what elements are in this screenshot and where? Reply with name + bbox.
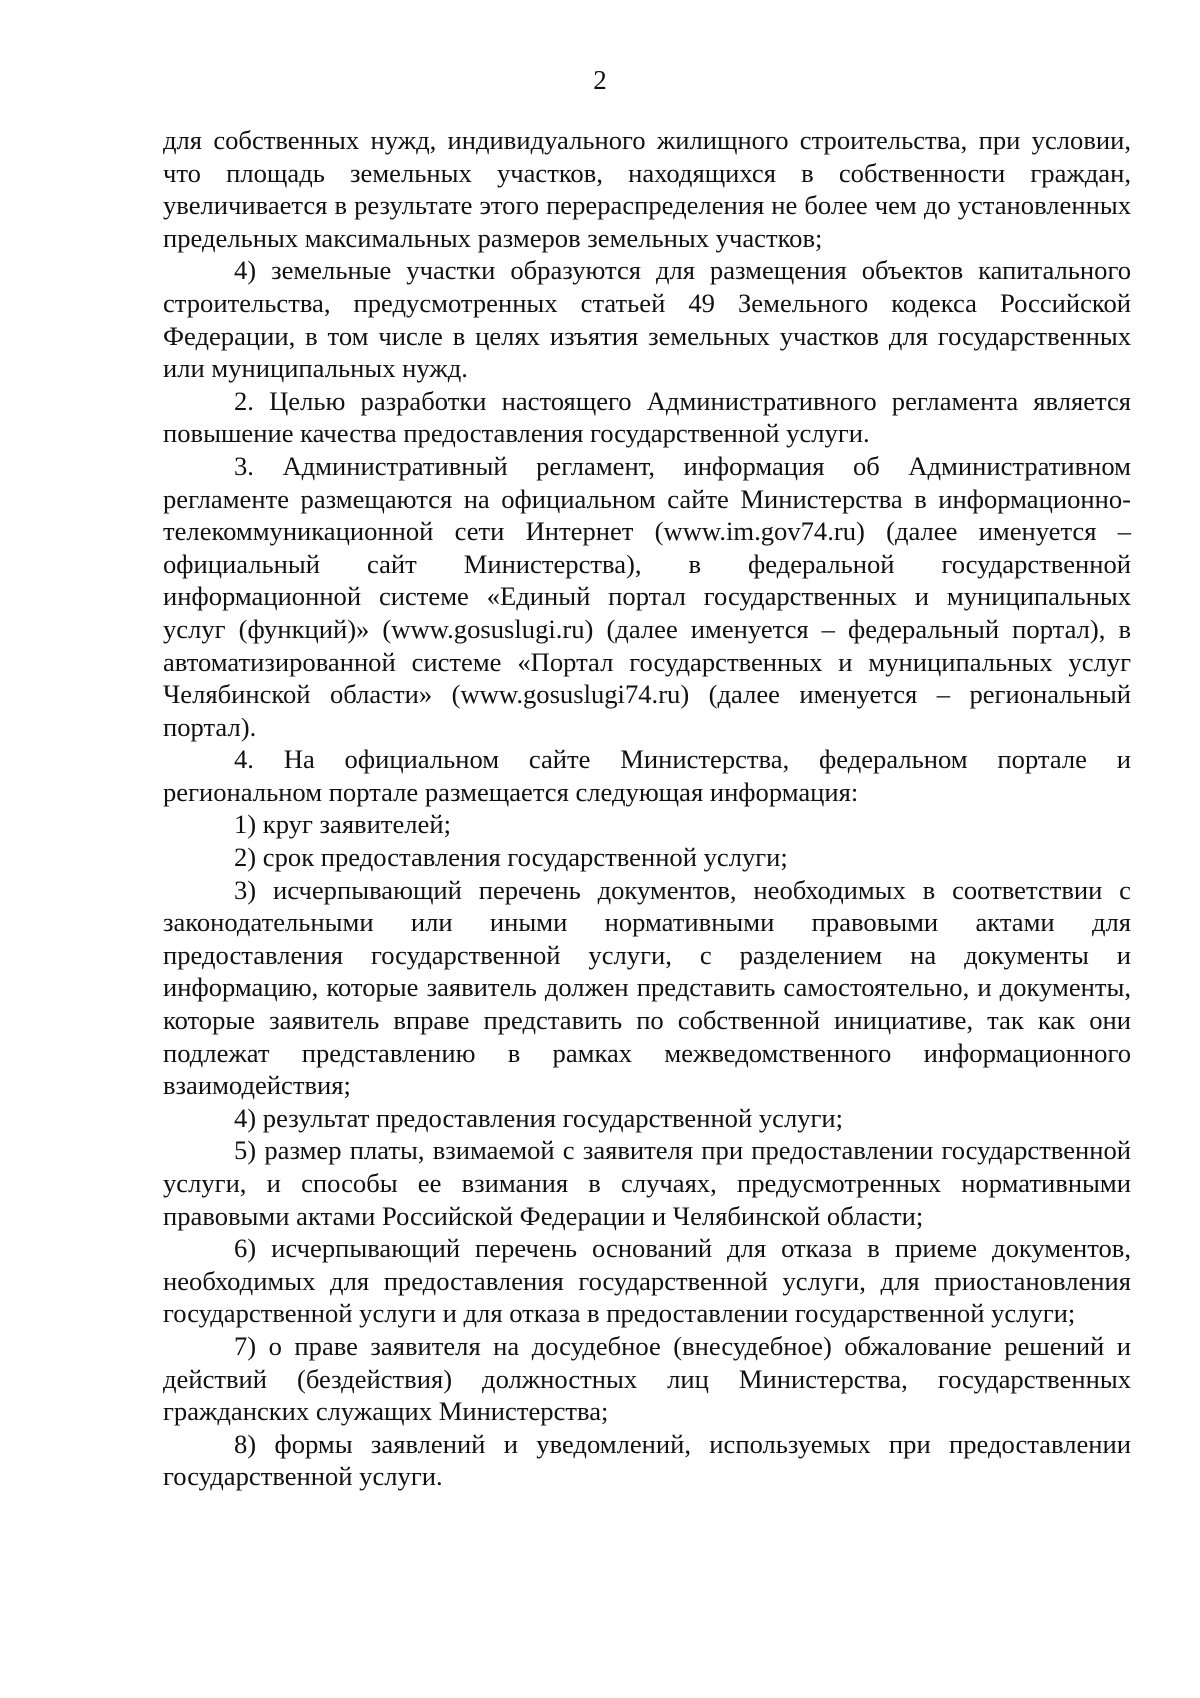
paragraph-item-4: 4) земельные участки образуются для размещения объектов капитального строительства, предусмотренных статьей 49 Земельного кодекса Российской Федерации, в том числе в целях изъятия земельных участков для государственных или муниципальных нужд.: [163, 255, 1131, 384]
paragraph-section-2: 2. Целью разработки настоящего Административного регламента является повышение качества предоставления государственной услуги.: [163, 385, 1131, 449]
list-item-2: 2) срок предоставления государственной услуги;: [234, 842, 788, 873]
list-item-5: 5) размер платы, взимаемой с заявителя при предоставлении государственной услуги, и способы ее взимания в случаях, предусмотренных нормативными правовыми актами Российской Федерации и Челябинской области;: [163, 1135, 1131, 1231]
paragraph-section-3: 3. Административный регламент, информация об Административном регламенте размещаются на официальном сайте Министерства в информационно-телекоммуникационной сети Интернет (www.im.gov74.ru) (далее именуется – официальный сайт Министерства), в федеральной государственной информационной системе «Единый портал государственных и муниципальных услуг (функций)» (www.gosuslugi.ru) (далее именуется – федеральный портал), в автоматизированной системе «Портал государственных и муниципальных услуг Челябинской области» (www.gosuslugi74.ru) (далее именуется – региональный портал).: [163, 450, 1131, 742]
list-item-6: 6) исчерпывающий перечень оснований для отказа в приеме документов, необходимых для предоставления государственной услуги, для приостановления государственной услуги и для отказа в предоставлении государственной услуги;: [163, 1233, 1131, 1329]
page-number: 2: [593, 65, 607, 95]
list-item-1: 1) круг заявителей;: [234, 809, 451, 840]
paragraph-continuation: для собственных нужд, индивидуального жилищного строительства, при условии, что площадь земельных участков, находящихся в собственности граждан, увеличивается в результате этого перераспределения не более чем до установленных предельных максимальных размеров земельных участков;: [163, 125, 1131, 253]
list-item-8: 8) формы заявлений и уведомлений, используемых при предоставлении государственной услуги.: [163, 1428, 1131, 1492]
list-item-3: 3) исчерпывающий перечень документов, необходимых в соответствии с законодательными или иными нормативными правовыми актами для предоставления государственной услуги, с разделением на документы и информацию, которые заявитель должен представить самостоятельно, и документы, которые заявитель вправе представить по собственной инициативе, так как они подлежат представлению в рамках межведомственного информационного взаимодействия;: [163, 874, 1131, 1101]
body-text: [163, 124, 1131, 1493]
list-item-4: 4) результат предоставления государственной услуги;: [234, 1102, 844, 1133]
list-item-7: 7) о праве заявителя на досудебное (внесудебное) обжалование решений и действий (бездействия) должностных лиц Министерства, государственных гражданских служащих Министерства;: [163, 1330, 1131, 1427]
paragraph-section-4: 4. На официальном сайте Министерства, федеральном портале и региональном портале размещается следующая информация:: [163, 744, 1131, 807]
